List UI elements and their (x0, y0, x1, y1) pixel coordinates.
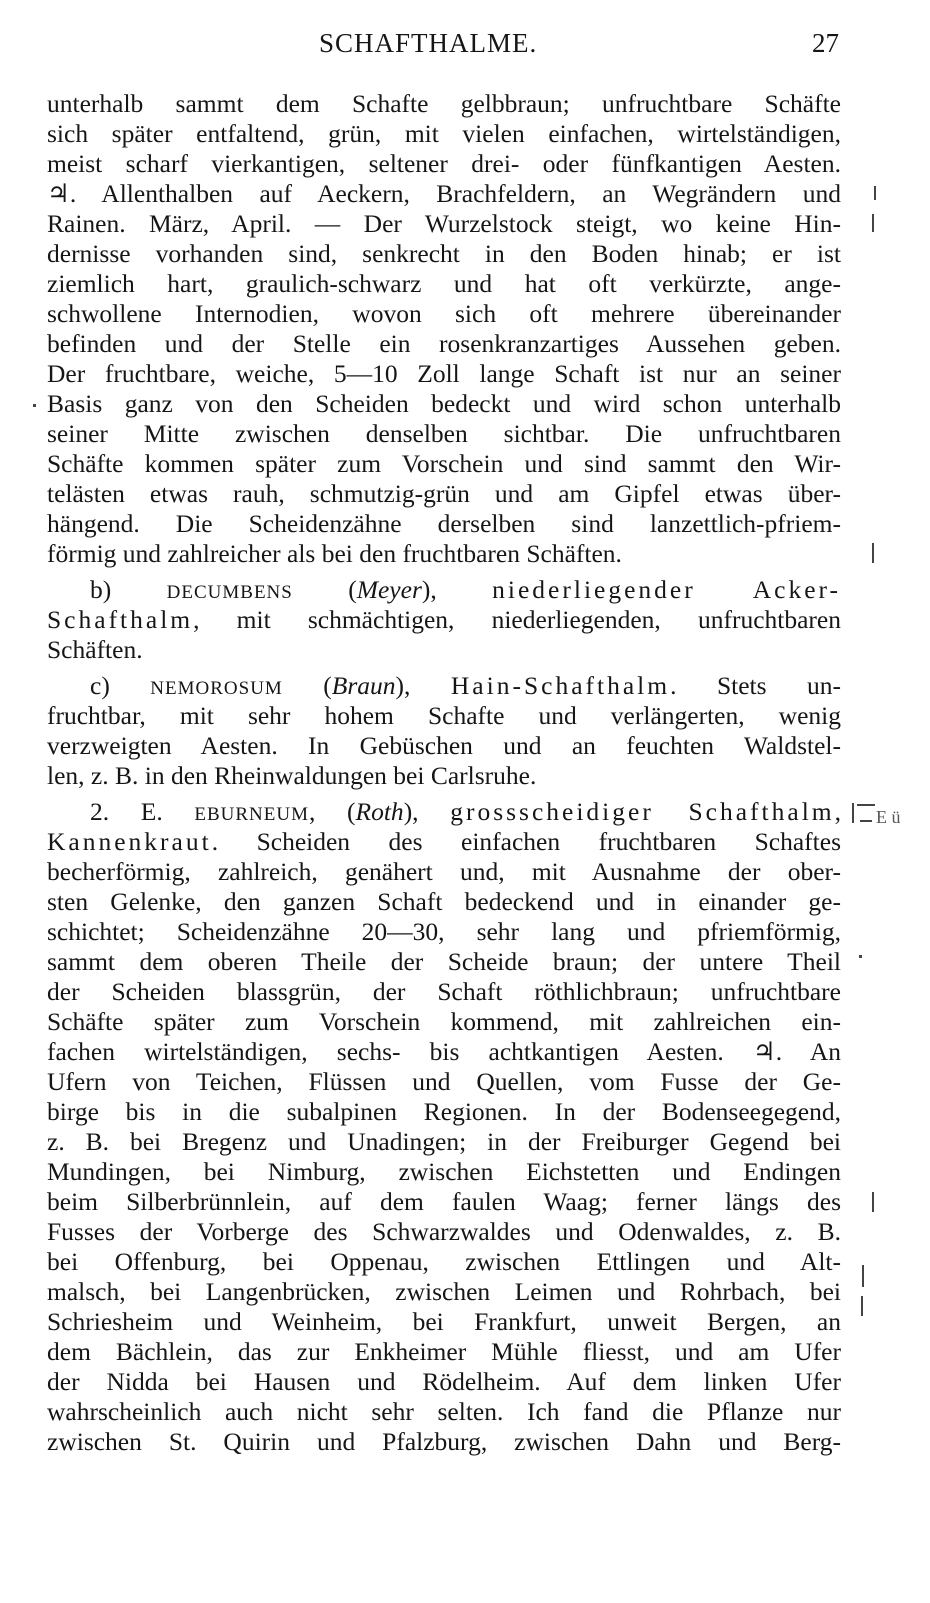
text-line: zwischen St. Quirin und Pfalzburg, zwischen Dahn und Berg- (47, 1427, 841, 1456)
margin-mark (861, 1296, 863, 1316)
page-number: 27 (812, 28, 839, 58)
text-line: Kannenkraut. Scheiden des einfachen fruchtbaren Schaftes (47, 827, 841, 856)
text-line: sich später entfaltend, grün, mit vielen einfachen, wirtelständigen, (47, 119, 841, 148)
text-line: len, z. B. in den Rheinwaldungen bei Carlsruhe. (47, 761, 537, 790)
text-line: Schäften. (47, 635, 143, 664)
text-line: fruchtbar, mit sehr hohem Schafte und verlängerten, wenig (47, 701, 841, 730)
margin-mark (872, 1192, 874, 1212)
text-line: fachen wirtelständigen, sechs- bis achtkantigen Aesten. ♃. An (47, 1037, 841, 1066)
text-line: hängend. Die Scheidenzähne derselben sind lanzettlich-pfriem- (47, 509, 841, 538)
text-line: Schafthalm, mit schmächtigen, niederliegenden, unfruchtbaren (47, 605, 841, 634)
common-name: Hain-Schafthalm (450, 671, 671, 700)
text-line: Rainen. März, April. — Der Wurzelstock steigt, wo keine Hin- (47, 209, 841, 238)
text-line: der Nidda bei Hausen und Rödelheim. Auf dem linken Ufer (47, 1367, 841, 1396)
text-line: Schäfte später zum Vorschein kommend, mit zahlreichen ein- (47, 1007, 841, 1036)
text-line: meist scharf vierkantigen, seltener drei- oder fünfkantigen Aesten. (47, 149, 841, 178)
text-line: schwollene Internodien, wovon sich oft mehrere übereinander (47, 299, 841, 328)
margin-mark (859, 955, 862, 958)
text-line: beim Silberbrünnlein, auf dem faulen Waag; ferner längs des (47, 1187, 841, 1216)
common-name: grossscheidiger Schafthalm (450, 797, 835, 826)
text-line: förmig und zahlreicher als bei den fruchtbaren Schäften. (47, 539, 622, 568)
margin-note: E ü (876, 807, 901, 827)
text-line: Ufern von Teichen, Flüssen und Quellen, vom Fusse der Ge- (47, 1067, 841, 1096)
text-line: telästen etwas rauh, schmutzig-grün und am Gipfel etwas über- (47, 479, 841, 508)
text-line: der Scheiden blassgrün, der Schaft röthlichbraun; unfruchtbare (47, 977, 841, 1006)
text-line: Fusses der Vorberge des Schwarzwaldes und Odenwaldes, z. B. (47, 1217, 841, 1246)
text-line: Schäfte kommen später zum Vorschein und sind sammt den Wir- (47, 449, 841, 478)
margin-mark (860, 820, 872, 822)
margin-mark (862, 1265, 864, 1287)
text-line: dernisse vorhanden sind, senkrecht in den Boden hinab; er ist (47, 239, 841, 268)
author-name: Meyer (356, 575, 422, 604)
species-name: DECUMBENS (166, 582, 293, 603)
text-line: Der fruchtbare, weiche, 5—10 Zoll lange Schaft ist nur an seiner (47, 359, 841, 388)
author-name: Braun (331, 671, 396, 700)
text-line: dem Bächlein, das zur Enkheimer Mühle fliesst, und am Ufer (47, 1337, 841, 1366)
margin-mark (33, 404, 36, 407)
text-line: 2. E. EBURNEUM, (Roth), grossscheidiger Schafthalm, (90, 797, 841, 826)
text-line: malsch, bei Langenbrücken, zwischen Leimen und Rohrbach, bei (47, 1277, 841, 1306)
common-name: niederliegender Acker- (492, 575, 841, 604)
margin-mark (872, 214, 874, 232)
margin-mark (857, 804, 875, 806)
text-line: ziemlich hart, graulich-schwarz und hat oft verkürzte, ange- (47, 269, 841, 298)
author-name: Roth (355, 797, 404, 826)
text-line: unterhalb sammt dem Schafte gelbbraun; unfruchtbare Schäfte (47, 89, 841, 118)
text-line: birge bis in die subalpinen Regionen. In der Bodenseegegend, (47, 1097, 841, 1126)
margin-mark (874, 186, 876, 200)
text-line: b) DECUMBENS (Meyer), niederliegender Acker- (90, 575, 841, 604)
text-line: verzweigten Aesten. In Gebüschen und an feuchten Waldstel- (47, 731, 841, 760)
text-line: schichtet; Scheidenzähne 20—30, sehr lang und pfriemförmig, (47, 917, 841, 946)
text-line: Schriesheim und Weinheim, bei Frankfurt, unweit Bergen, an (47, 1307, 841, 1336)
species-name: EBURNEUM (194, 804, 309, 825)
margin-mark (852, 803, 854, 823)
text-line: z. B. bei Bregenz und Unadingen; in der Freiburger Gegend bei (47, 1127, 841, 1156)
common-name: Kannenkraut (47, 827, 212, 856)
text-line: bei Offenburg, bei Oppenau, zwischen Ettlingen und Alt- (47, 1247, 841, 1276)
text-line: Mundingen, bei Nimburg, zwischen Eichstetten und Endingen (47, 1157, 841, 1186)
text-line: seiner Mitte zwischen denselben sichtbar. Die unfruchtbaren (47, 419, 841, 448)
text-line: sammt dem oberen Theile der Scheide braun; der untere Theil (47, 947, 841, 976)
species-name: NEMOROSUM (150, 678, 283, 699)
text-line: Basis ganz von den Scheiden bedeckt und wird schon unterhalb (47, 389, 841, 418)
text-line: befinden und der Stelle ein rosenkranzartiges Aussehen geben. (47, 329, 841, 358)
text-line: becherförmig, zahlreich, genähert und, mit Ausnahme der ober- (47, 857, 841, 886)
text-line: ♃. Allenthalben auf Aeckern, Brachfeldern, an Wegrändern und (47, 179, 841, 208)
text-line: sten Gelenke, den ganzen Schaft bedeckend und in einander ge- (47, 887, 841, 916)
margin-mark (872, 543, 874, 563)
text-line: c) NEMOROSUM (Braun), Hain-Schafthalm. Stets un- (90, 671, 841, 700)
running-title: SCHAFTHALME. (319, 28, 538, 58)
text-line: wahrscheinlich auch nicht sehr selten. Ich fand die Pflanze nur (47, 1397, 841, 1426)
common-name: Schafthalm (47, 605, 194, 634)
